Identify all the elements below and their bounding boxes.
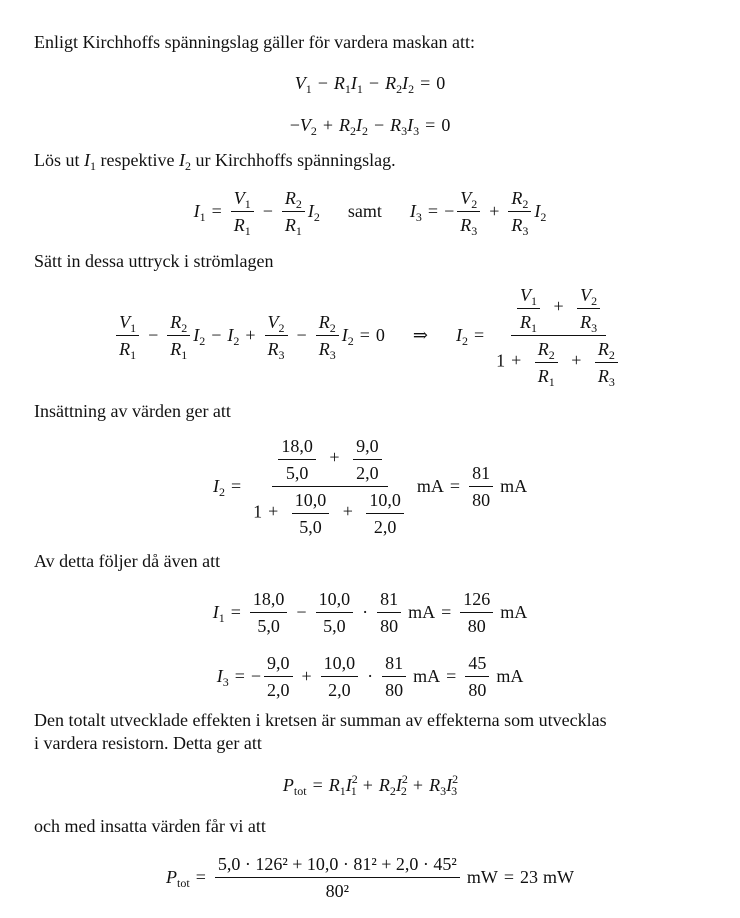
paragraph-with-values: och med insatta värden får vi att: [34, 816, 266, 836]
equation-total-power: $P_{tot}$ = $R_1I^2_1$ + $R_2I^2_2$ + $R_3I^2_3$: [282, 771, 459, 798]
paragraph-kirchhoff-intro: Enligt Kirchhoffs spänningslag gäller för vardera maskan att:: [34, 32, 476, 52]
paragraph-insert-current-law: Sätt in dessa uttryck i strömlagen: [34, 251, 274, 271]
paragraph-solve-currents: Lös ut $I_1$ respektive $I_2$ ur Kirchhoffs spänningslag.: [34, 150, 396, 173]
equation-current-law: $\frac{V_1}{R_1}$ − $\frac{R_2}{R_1}$ $I_2$ − $I_2$ + $\frac{V_2}{R_3}$ − $\frac{R_2}{R_3}$ $I_2$ = 0 ⇒ $I_2$ = $\frac{V_1}{R_1}$ + $\frac{V_2}{R_3}$ 1 + $\frac{R_2}{R_1}$ + $\frac{R_2}{R_3}$: [0, 285, 740, 385]
paragraph-total-power-line1: Den totalt utvecklade effekten i kretsen är summan av effekterna som utvecklas: [34, 710, 607, 730]
equation-i1-numeric: $I_1$ = $\frac{18,0}{5,0}$ − $\frac{10,0}{5,0}$ · $\frac{81}{80}$ mA = $\frac{126}{80}$ mA: [212, 588, 528, 636]
equation-ptot-numeric: $P_{tot}$ = $\frac{\text{5,0 · 126² + 10,0 · 81² + 2,0 · 45²}}{\text{80²}}$ mW = 23 mW: [166, 853, 574, 901]
paragraph-insert-values: Insättning av värden ger att: [34, 401, 231, 421]
equation-i2-numeric: $I_2$ = $\frac{18,0}{5,0}$ + $\frac{9,0}{2,0}$ 1 + $\frac{10,0}{5,0}$ + $\frac{10,0}{2,0}$ mA = $\frac{81}{80}$ mA: [212, 435, 528, 537]
paragraph-follows: Av detta följer då även att: [34, 551, 221, 571]
paragraph-total-power-line2: i vardera resistorn. Detta ger att: [34, 733, 262, 753]
equation-i3-numeric: $I_3$ = − $\frac{9,0}{2,0}$ + $\frac{10,0}{2,0}$ · $\frac{81}{80}$ mA = $\frac{45}{80}$ mA: [216, 652, 524, 700]
equation-mesh-1: $V_1$ − $R_1I_1$ − $R_2I_2$ = 0: [294, 72, 446, 96]
equation-currents-expressions: $I_1$ = $\frac{V_1}{R_1}$ − $\frac{R_2}{R_1}$ $I_2$ samt $I_3$ = − $\frac{V_2}{R_3}$ + $\frac{R_2}{R_3}$ $I_2$: [193, 187, 547, 238]
equation-mesh-2: − $V_2$ + $R_2I_2$ − $R_3I_3$ = 0: [289, 114, 451, 138]
